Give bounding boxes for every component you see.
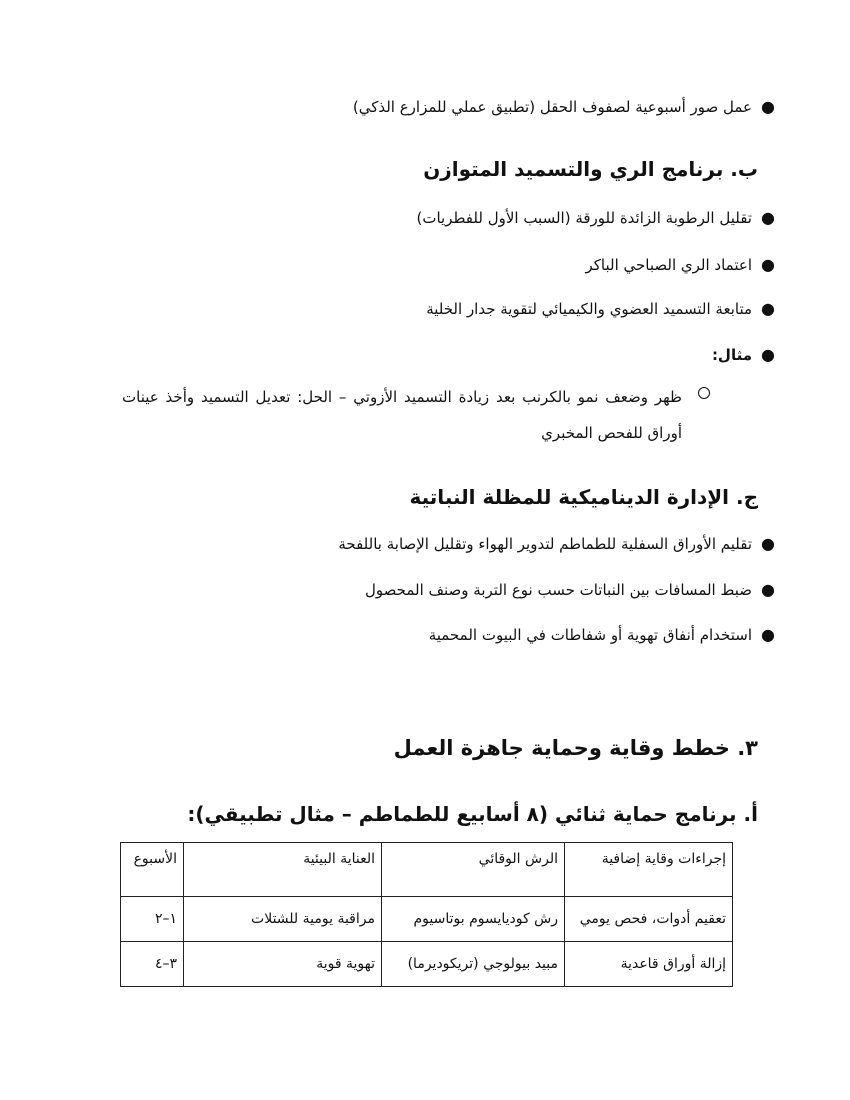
list-item-text: اعتماد الري الصباحي الباكر bbox=[585, 256, 752, 274]
table-cell: تعقيم أدوات، فحص يومي bbox=[565, 897, 733, 942]
list-item-text: تقليل الرطوبة الزائدة للورقة (السبب الأول للفطريات) bbox=[416, 209, 752, 227]
table-header-cell: الأسبوع bbox=[121, 843, 184, 897]
table-cell: رش كوديايسوم بوتاسيوم bbox=[382, 897, 565, 942]
list-item bbox=[112, 208, 775, 228]
bullet-icon: ● bbox=[761, 255, 775, 274]
table-header-cell: إجراءات وقاية إضافية bbox=[565, 843, 733, 897]
table-cell: ١–٢ bbox=[121, 897, 184, 942]
list-item bbox=[112, 97, 775, 117]
bullet-icon: ● bbox=[761, 299, 775, 318]
list-item bbox=[112, 534, 775, 554]
example-label: مثال: bbox=[711, 346, 752, 364]
list-item-text: عمل صور أسبوعية لصفوف الحقل (تطبيق عملي للمزارع الذكي) bbox=[352, 98, 752, 116]
table-header-row bbox=[121, 843, 733, 897]
example-text: ظهر وضعف نمو بالكرنب بعد زيادة التسميد الأزوتي – الحل: تعديل التسميد وأخذ عينات أوراق للفحص المخبري bbox=[122, 388, 682, 442]
table-cell: إزالة أوراق قاعدية bbox=[565, 942, 733, 987]
list-item bbox=[112, 580, 775, 600]
table-cell: مبيد بيولوجي (تريكوديرما) bbox=[382, 942, 565, 987]
bullet-icon: ● bbox=[761, 534, 775, 553]
table-row bbox=[121, 942, 733, 987]
bullet-icon: ● bbox=[761, 580, 775, 599]
bullet-icon: ● bbox=[761, 625, 775, 644]
table-header-cell: الرش الوقائي bbox=[382, 843, 565, 897]
table-row bbox=[121, 897, 733, 942]
section-heading-c: ج. الإدارة الديناميكية للمظلة النباتية bbox=[409, 485, 758, 509]
list-item bbox=[112, 625, 775, 645]
table-cell: مراقبة يومية للشتلات bbox=[184, 897, 382, 942]
protection-schedule-table bbox=[120, 842, 733, 987]
sub-heading-a: أ. برنامج حماية ثنائي (٨ أسابيع للطماطم – مثال تطبيقي): bbox=[187, 802, 758, 826]
sub-list-item bbox=[122, 379, 682, 451]
section-heading-3: ٣. خطط وقاية وحماية جاهزة العمل bbox=[393, 736, 758, 760]
section-heading-b: ب. برنامج الري والتسميد المتوازن bbox=[423, 157, 758, 181]
list-item bbox=[112, 299, 775, 319]
list-item-text: ضبط المسافات بين النباتات حسب نوع التربة وصنف المحصول bbox=[364, 581, 752, 599]
table-header-cell: العناية البيئية bbox=[184, 843, 382, 897]
list-item-text: متابعة التسميد العضوي والكيميائي لتقوية جدار الخلية bbox=[426, 300, 752, 318]
bullet-icon: ● bbox=[761, 97, 775, 116]
list-item-text: تقليم الأوراق السفلية للطماطم لتدوير الهواء وتقليل الإصابة باللفحة bbox=[338, 535, 752, 553]
table-cell: ٣–٤ bbox=[121, 942, 184, 987]
hollow-circle-bullet-icon bbox=[698, 387, 710, 399]
list-item bbox=[112, 345, 775, 365]
bullet-icon: ● bbox=[761, 208, 775, 227]
list-item-text: استخدام أنفاق تهوية أو شفاطات في البيوت المحمية bbox=[428, 626, 752, 644]
bullet-icon: ● bbox=[761, 345, 775, 364]
table-cell: تهوية قوية bbox=[184, 942, 382, 987]
list-item bbox=[112, 255, 775, 275]
